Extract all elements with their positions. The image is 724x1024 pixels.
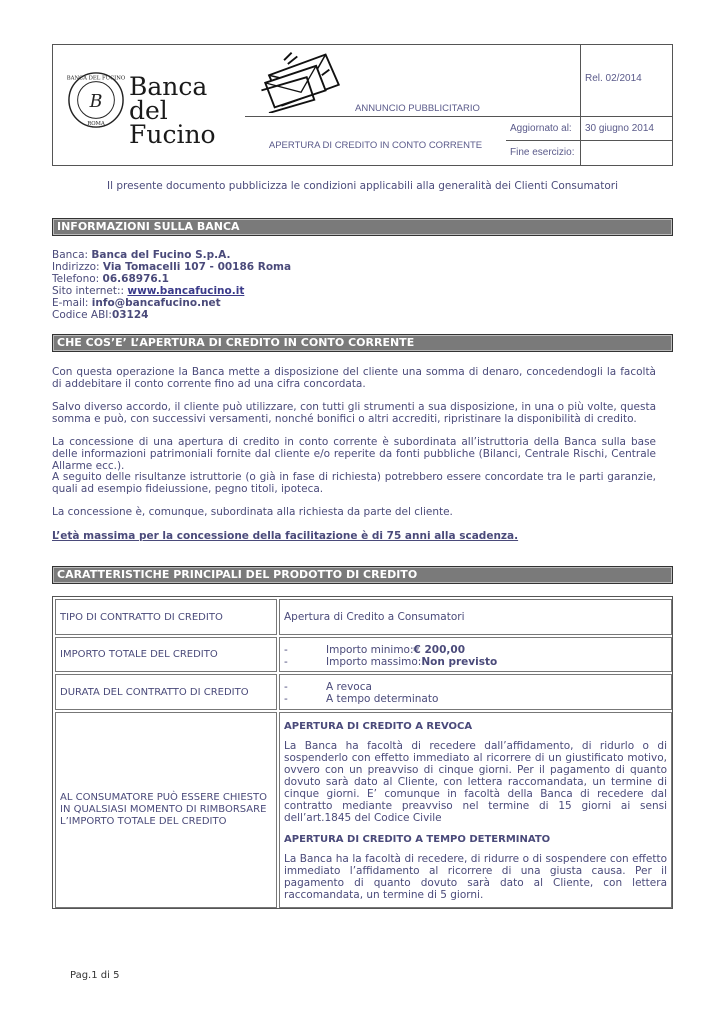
revoca-title: APERTURA DI CREDITO A REVOCA — [284, 721, 473, 732]
fiscal-year-row — [506, 141, 672, 165]
updated-label: Aggiornato al: — [506, 117, 581, 140]
bank-info-block — [52, 249, 291, 321]
revision-row — [506, 45, 672, 117]
bank-name-line2: del Fucino — [129, 96, 216, 149]
bank-info-abi: Codice ABI:03124 — [52, 309, 149, 321]
revision-cell — [506, 45, 672, 165]
duration-value: - A revoca - A tempo determinato — [279, 674, 672, 710]
paragraph-1: Con questa operazione la Banca mette a disposizione del cliente una somma di denaro, concedendogli la facoltà di addebitare il conto corrente fino ad una cifra concordata. — [52, 366, 656, 390]
bank-info-banca: Banca: Banca del Fucino S.p.A. — [52, 249, 231, 261]
seal-text-top: BANCA DEL FUCINO — [67, 75, 125, 82]
bank-info-address: Indirizzo: Via Tomacelli 107 - 00186 Roma — [52, 261, 292, 273]
determinato-title: APERTURA DI CREDITO A TEMPO DETERMINATO — [284, 834, 551, 845]
bank-name-line1: Banca — [129, 72, 208, 101]
table-row — [55, 712, 672, 908]
product-table — [52, 596, 673, 909]
section-caratteristiche: CARATTERISTICHE PRINCIPALI DEL PRODOTTO DI CREDITO — [52, 566, 673, 584]
total-amount-value: - Importo minimo: € 200,00 - Importo massimo: Non previsto — [279, 637, 672, 672]
bank-name — [129, 72, 245, 149]
announcement-area — [245, 45, 506, 117]
paragraph-5: La concessione è, comunque, subordinata alla richiesta da parte del cliente. — [52, 506, 453, 518]
updated-value: 30 giugno 2014 — [585, 123, 654, 134]
determinato-text: La Banca ha la facoltà di recedere, di ridurre o di sospendere con effetto immediato l’affidamento al ricorrere di una giusta causa. Per il pagamento di quanto dovuto sarà dato al Cliente, con lettera raccomandata, un termine di 5 giorni. — [284, 853, 667, 901]
age-note: L’età massima per la concessione della facilitazione è di 75 anni alla scadenza. — [52, 530, 519, 542]
table-row — [55, 599, 672, 635]
revision-empty — [506, 45, 581, 116]
section-info-banca: INFORMAZIONI SULLA BANCA — [52, 218, 673, 236]
bank-info-phone: Telefono: 06.68976.1 — [52, 273, 169, 285]
bank-info-website: Sito internet:: www.bancafucino.it — [52, 285, 245, 297]
total-amount-label: IMPORTO TOTALE DEL CREDITO — [55, 637, 277, 672]
fiscal-year-value — [581, 141, 672, 165]
table-row — [55, 674, 672, 710]
document-header — [52, 44, 673, 166]
revoca-text: La Banca ha facoltà di recedere dall’affidamento, di ridurlo o di sospenderlo con effetto immediato al ricorrere di un giustificato motivo, ovvero con un preavviso di cinque giorni. Per il pagamento di quanto dovuto sarà dato al Cliente, con lettera raccomandata, un termine di cinque giorni. E’ comunque in facoltà della Banca di recedere dal contratto mediante preavviso nel termine di 15 giorni ai sensi dell’art.1845 del Codice Civile — [284, 740, 667, 824]
bank-info-email: E-mail: info@bancafucino.net — [52, 297, 221, 309]
website-link[interactable]: www.bancafucino.it — [127, 285, 245, 297]
section-che-cose: CHE COS’E’ L’APERTURA DI CREDITO IN CONTO CORRENTE — [52, 334, 673, 352]
intro-text: Il presente documento pubblicizza le condizioni applicabili alla generalità dei Clienti Consumatori — [106, 180, 618, 192]
contract-type-label: TIPO DI CONTRATTO DI CREDITO — [55, 599, 277, 635]
page-number: Pag.1 di 5 — [70, 970, 120, 981]
table-row — [55, 637, 672, 672]
repayment-value — [279, 712, 672, 908]
svg-text:B: B — [89, 91, 103, 112]
announcement-label: ANNUNCIO PUBBLICITARIO — [355, 103, 480, 114]
product-title: APERTURA DI CREDITO IN CONTO CORRENTE — [268, 140, 483, 151]
contract-type-value: Apertura di Credito a Consumatori — [279, 599, 672, 635]
logo-cell — [53, 45, 245, 165]
updated-row — [506, 117, 672, 141]
revision-value: Rel. 02/2014 — [585, 73, 642, 84]
paragraph-3: La concessione di una apertura di credito in conto corrente è subordinata all’istruttoria della Banca sulla base delle informazioni patrimoniali fornite dal cliente e/o reperite da fonti pubbliche (Bilanci, Centrale Rischi, Centrale Allarme ecc.). — [52, 436, 656, 472]
paragraph-2: Salvo diverso accordo, il cliente può utilizzare, con tutti gli strumenti a sua disposizione, in una o più volte, questa somma e può, con successivi versamenti, nonché bonifici o altri accrediti, ripristinare la disponibilità di credito. — [52, 401, 656, 425]
duration-label: DURATA DEL CONTRATTO DI CREDITO — [55, 674, 277, 710]
title-cell — [245, 45, 506, 165]
paragraph-4: A seguito delle risultanze istruttorie (o già in fase di richiesta) potrebbero essere concordate tra le parti garanzie, quali ad esempio fideiussione, pegno titoli, ipoteca. — [52, 471, 656, 495]
seal-text-bottom: ROMA — [87, 121, 105, 128]
bank-seal-logo — [67, 71, 125, 129]
fiscal-year-label: Fine esercizio: — [506, 141, 581, 165]
repayment-label: AL CONSUMATORE PUÒ ESSERE CHIESTO IN QUALSIASI MOMENTO DI RIMBORSARE L’IMPORTO TOTALE DEL CREDITO — [55, 712, 277, 908]
